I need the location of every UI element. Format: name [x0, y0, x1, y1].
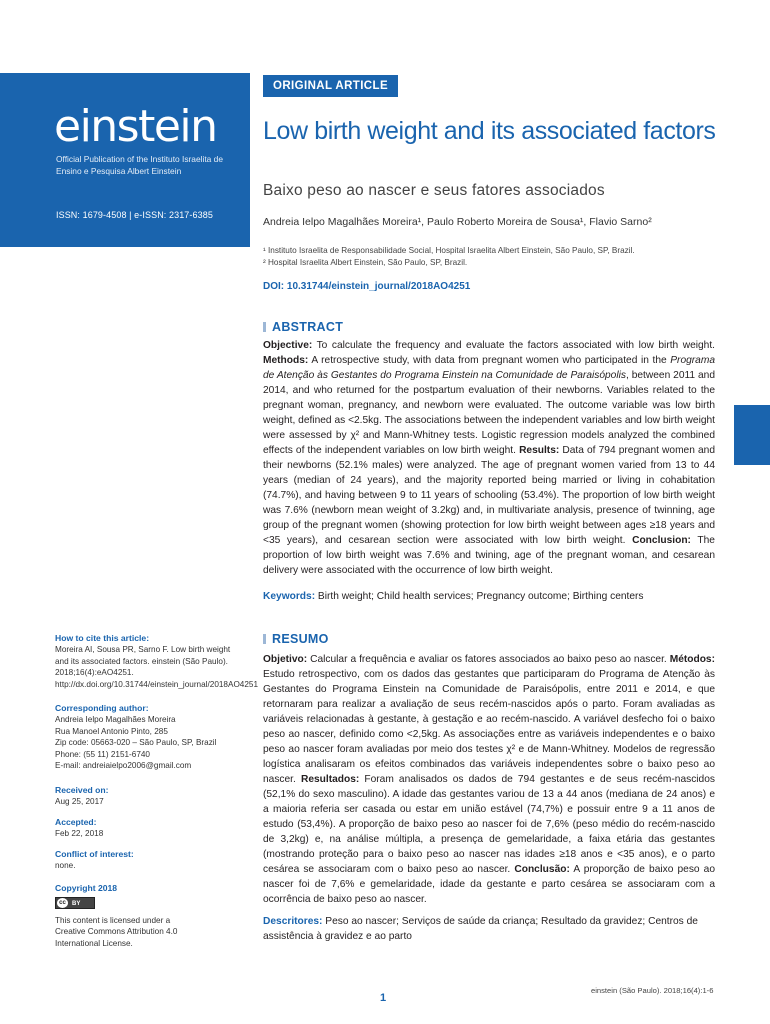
- cite-text: Moreira AI, Sousa PR, Sarno F. Low birth weight and its associated factors. einstein (São Paulo). 2018;16(4):eAO4251. http://dx.doi.org/10.31744/einstein_journal/2018AO4251: [55, 645, 259, 689]
- conclusao-text: A proporção de baixo peso ao nascer foi de 7,6% e gemelaridade, idade da gestante e parto cesárea se associaram com a ocorrência de baixo peso ao nascer.: [263, 864, 715, 905]
- article-title: Low birth weight and its associated factors: [263, 117, 716, 145]
- corr-phone: Phone: (55 11) 2151-6740: [55, 749, 150, 759]
- corr-heading: Corresponding author:: [55, 703, 149, 713]
- corresponding-author: [55, 702, 245, 772]
- keywords-text: Birth weight; Child health services; Pregnancy outcome; Birthing centers: [315, 591, 644, 602]
- conclusao-label: Conclusão:: [514, 864, 570, 875]
- conflict-of-interest: [55, 848, 245, 872]
- affiliation-2: ² Hospital Israelita Albert Einstein, São Paulo, SP, Brazil.: [263, 258, 468, 267]
- results-label: Results:: [519, 445, 560, 456]
- received-date: [55, 784, 245, 808]
- heading-marker: [263, 634, 266, 644]
- methods-program-name: Programa de Atenção às Gestantes do Programa Einstein na Comunidade de Paraisópolis: [263, 355, 715, 381]
- doi-link[interactable]: DOI: 10.31744/einstein_journal/2018AO4251: [263, 281, 471, 292]
- article-subtitle: Baixo peso ao nascer e seus fatores associados: [263, 182, 605, 199]
- abstract-heading: [263, 320, 343, 334]
- results-text: Data of 794 pregnant women and their newborns (52.1% males) were analyzed. The age of pregnant women varied from 13 to 44 years (median of 24 years), and the majority reported being married or living in cohabitation (74.7%), and having between 9 to 11 years of schooling (53.4%). The proportion of low birth weight was 7.6% (newborn mean weight of 3.2kg) and, in multivariate analysis, presence of twinning, age group of the pregnant women (showing protection for low birth weight between ages ≥18 years and <35 years), and cesarean section were associated with low birth weight.: [263, 445, 715, 546]
- accepted-heading: Accepted:: [55, 817, 97, 827]
- side-section-tab: [734, 405, 770, 465]
- corr-street: Rua Manoel Antonio Pinto, 285: [55, 726, 168, 736]
- descritores-text: Peso ao nascer; Serviços de saúde da criança; Resultado da gravidez; Centros de assistência à gravidez e ao parto: [263, 916, 698, 942]
- objetivo-label: Objetivo:: [263, 654, 308, 665]
- creative-commons-icon[interactable]: cc BY: [55, 897, 95, 909]
- received-value: Aug 25, 2017: [55, 797, 104, 806]
- resultados-label: Resultados:: [300, 774, 360, 785]
- heading-marker: [263, 322, 266, 332]
- journal-logo: einstein: [54, 101, 217, 152]
- received-heading: Received on:: [55, 785, 109, 795]
- author-list: Andreia Ielpo Magalhães Moreira¹, Paulo Roberto Moreira de Sousa¹, Flavio Sarno²: [263, 216, 652, 228]
- resumo-body: [263, 652, 715, 907]
- corr-zip: Zip code: 05663-020 – São Paulo, SP, Brazil: [55, 738, 217, 747]
- conflict-value: none.: [55, 861, 76, 870]
- conflict-heading: Conflict of interest:: [55, 849, 134, 859]
- copyright-block: [55, 882, 245, 949]
- abstract-body: [263, 338, 715, 578]
- resumo-heading: [263, 632, 329, 646]
- objective-text: To calculate the frequency and evaluate the factors associated with low birth weight.: [312, 340, 715, 351]
- publication-line: Official Publication of the Instituto Israelita de Ensino e Pesquisa Albert Einstein: [56, 154, 223, 176]
- descritores-label: Descritores:: [263, 916, 323, 927]
- objective-label: Objective:: [263, 340, 313, 351]
- accepted-date: [55, 816, 245, 840]
- metodos-label: Métodos:: [669, 654, 715, 665]
- copyright-heading: Copyright 2018: [55, 883, 118, 893]
- methods-label: Methods:: [263, 355, 309, 366]
- affiliations: [263, 245, 733, 269]
- methods-text-a: A retrospective study, with data from pregnant women who participated in the: [308, 355, 671, 366]
- cite-heading: How to cite this article:: [55, 633, 150, 643]
- corr-email[interactable]: E-mail: andreiaielpo2006@gmail.com: [55, 761, 192, 770]
- resumo-heading-text: RESUMO: [272, 632, 329, 646]
- conclusion-label: Conclusion:: [632, 535, 691, 546]
- license-text: This content is licensed under a Creative Commons Attribution 4.0 International License.: [55, 915, 178, 948]
- page-number: 1: [380, 992, 387, 1004]
- keywords: [263, 589, 715, 604]
- conclusion-text: The proportion of low birth weight was 7.6% and twining, age of the pregnant woman, and cesarean delivery were associated with the occurrence of low birth weight.: [263, 535, 715, 576]
- methods-text-b: , between 2011 and 2014, and who returned for the postpartum evaluation of their newborns. Variables related to the pregnant woman, pregnancy, and newborn were evaluated. The outcome variable was low birth weight, defined as <2.5kg. The associations between the independent variables and low birth weight were assessed by χ² and Mann-Whitney tests. Logistic regression models analyzed the combined effects of the independent variables on low birth weight.: [263, 370, 715, 456]
- accepted-value: Feb 22, 2018: [55, 829, 104, 838]
- abstract-heading-text: ABSTRACT: [272, 320, 344, 334]
- corr-name: Andreia Ielpo Magalhães Moreira: [55, 715, 176, 724]
- resultados-text: Foram analisados os dados de 794 gestantes e de seus recém-nascidos (52,1% do sexo masculino). A idade das gestantes variou de 13 a 44 anos (mediana de 24 anos) e a maioria referia ser casada ou estar em união estável (74,7%) e possuir entre 9 a 11 anos de estudo (53,4%). A proporção de baixo peso ao nascer foi de 7,6% (peso médio do recém-nascido de 3,2kg) e, na análise múltipla, a presença de gemelaridade, a faixa etária das gestantes (mostrando proteção para o baixo peso ao nascer nas idades ≥18 anos e <35 anos), e o parto cesárea se associaram com o baixo peso ao nascer.: [263, 774, 715, 875]
- keywords-label: Keywords:: [263, 591, 316, 602]
- issn: ISSN: 1679-4508 | e-ISSN: 2317-6385: [56, 210, 213, 220]
- descritores: [263, 914, 715, 944]
- metodos-text: Estudo retrospectivo, com os dados das gestantes que participaram do Programa de Atenção às Gestantes do Programa Einstein na Comunidade de Paraisópolis, entre 2011 e 2014, e que retornaram para realizar a avaliação de seus recém-nascidos após o parto. Foram avaliadas as variáveis relacionadas à gestante, à gestação e ao recém-nascido. A variável desfecho foi o baixo peso ao nascer, definido como <2,5kg. As associações entre as variáveis independentes e o baixo peso ao nascer foram avaliadas por meio dos testes χ² e de Mann-Whitney. Modelos de regressão logística analisaram os efeitos combinados das variáveis independentes sobre o baixo peso ao nascer.: [263, 669, 715, 785]
- affiliation-1: ¹ Instituto Israelita de Responsabilidade Social, Hospital Israelita Albert Einstein, São Paulo, SP, Brazil.: [263, 246, 635, 255]
- how-to-cite: [55, 632, 259, 690]
- footer-citation: einstein (São Paulo). 2018;16(4):1-6: [591, 986, 714, 995]
- objetivo-text: Calcular a frequência e avaliar os fatores associados ao baixo peso ao nascer.: [307, 654, 667, 665]
- article-type-badge: ORIGINAL ARTICLE: [263, 75, 398, 97]
